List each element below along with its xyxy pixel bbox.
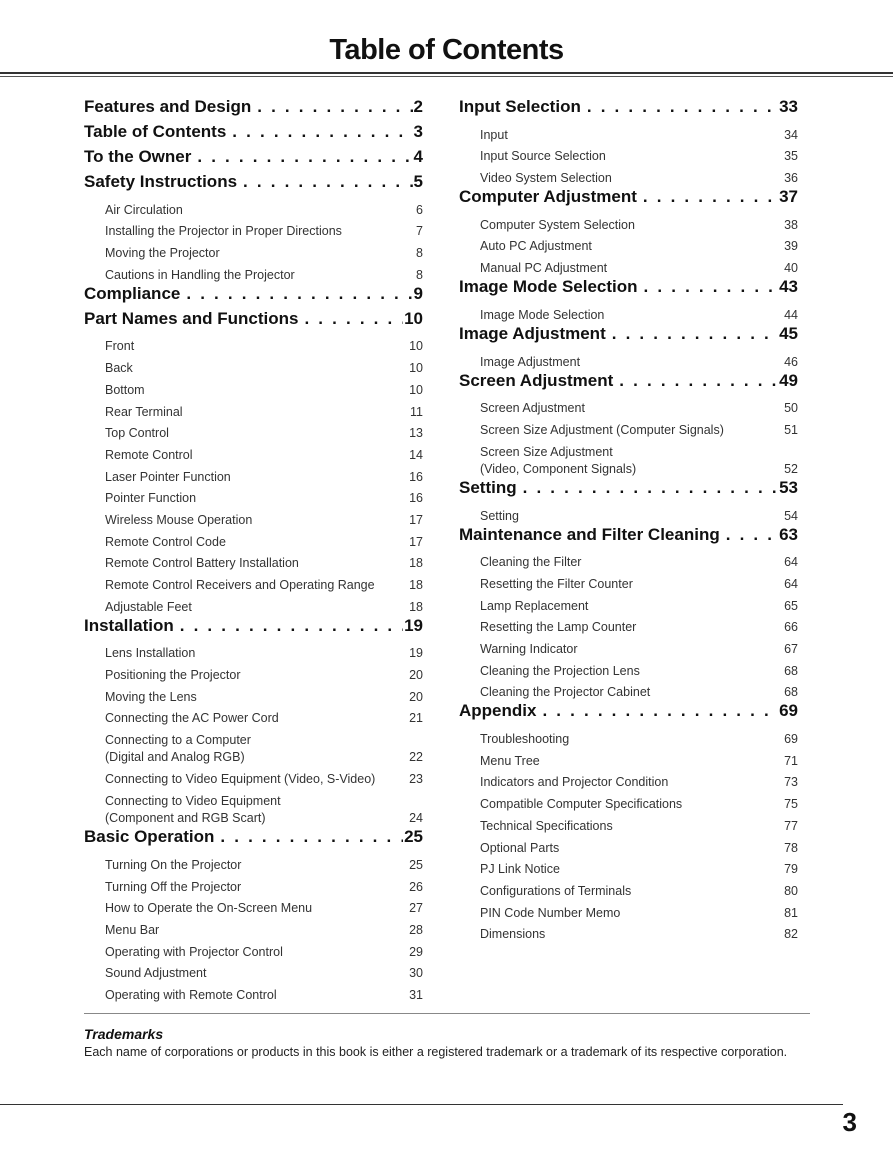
toc-item-label: Connecting to a Computer (Digital and Analog RGB) xyxy=(105,733,251,765)
toc-item[interactable] xyxy=(459,813,798,835)
toc-item-page: 36 xyxy=(784,171,798,186)
toc-section-heading[interactable] xyxy=(459,478,798,503)
toc-item[interactable] xyxy=(84,262,423,284)
toc-item-label: Adjustable Feet xyxy=(105,599,192,614)
toc-item-page: 79 xyxy=(784,862,798,877)
toc-item-page: 71 xyxy=(784,753,798,768)
toc-item-list xyxy=(459,726,798,943)
toc-section-title: Input Selection xyxy=(459,97,581,116)
toc-item[interactable] xyxy=(84,852,423,874)
toc-item-page: 39 xyxy=(784,239,798,254)
toc-column-right xyxy=(459,97,798,943)
trademarks-heading: Trademarks xyxy=(84,1026,164,1042)
toc-item-page: 24 xyxy=(409,811,423,826)
toc-item-label: Operating with Projector Control xyxy=(105,944,283,959)
toc-item-label: Screen Size Adjustment (Video, Component Signals) xyxy=(480,444,637,476)
toc-item[interactable] xyxy=(459,234,798,256)
toc-item-page: 29 xyxy=(409,944,423,959)
toc-section-page: 2 xyxy=(413,97,423,116)
toc-item-page: 10 xyxy=(409,382,423,397)
toc-item-label: Troubleshooting xyxy=(480,732,570,747)
toc-section-heading[interactable] xyxy=(84,122,423,147)
toc-item[interactable] xyxy=(459,878,798,900)
dot-leader xyxy=(612,324,778,344)
toc-item[interactable] xyxy=(84,961,423,983)
toc-item-label: Screen Size Adjustment (Computer Signals) xyxy=(480,422,724,437)
toc-item-page: 75 xyxy=(784,797,798,812)
toc-section xyxy=(459,324,798,371)
page-title: Table of Contents xyxy=(329,34,564,66)
toc-item-label: Positioning the Projector xyxy=(105,668,241,683)
toc-item-page: 25 xyxy=(409,857,423,872)
toc-section-page: 63 xyxy=(779,524,798,544)
toc-item[interactable] xyxy=(84,219,423,241)
toc-item[interactable] xyxy=(84,788,423,827)
header-rule-thin xyxy=(0,76,893,77)
toc-item-label: Front xyxy=(105,339,135,354)
toc-item-label: Input xyxy=(480,127,508,142)
toc-item[interactable] xyxy=(84,529,423,551)
toc-item[interactable] xyxy=(459,255,798,277)
toc-item-label: Technical Specifications xyxy=(480,818,613,833)
toc-item-page: 65 xyxy=(784,598,798,613)
toc-item-page: 7 xyxy=(416,224,423,239)
toc-item-label: Connecting the AC Power Cord xyxy=(105,711,279,726)
toc-item-label: Back xyxy=(105,361,133,376)
toc-item-page: 8 xyxy=(416,267,423,282)
toc-item[interactable] xyxy=(84,766,423,788)
dot-leader xyxy=(726,525,778,545)
dot-leader xyxy=(257,97,412,117)
toc-item-label: Manual PC Adjustment xyxy=(480,261,608,276)
toc-item-label: Auto PC Adjustment xyxy=(480,239,592,254)
toc-item[interactable] xyxy=(459,593,798,615)
toc-item-page: 16 xyxy=(409,469,423,484)
toc-section-heading[interactable] xyxy=(459,277,798,302)
dot-leader xyxy=(523,478,778,498)
toc-section xyxy=(84,616,423,827)
dot-leader xyxy=(243,172,412,192)
toc-item[interactable] xyxy=(459,615,798,637)
toc-item-page: 18 xyxy=(409,599,423,614)
toc-item-page: 40 xyxy=(784,261,798,276)
toc-section-page: 19 xyxy=(404,615,423,635)
toc-section xyxy=(459,371,798,478)
toc-item-list xyxy=(459,122,798,187)
toc-item-page: 11 xyxy=(410,404,423,419)
toc-item[interactable] xyxy=(84,706,423,728)
toc-item-label: Input Source Selection xyxy=(480,149,606,164)
page-number: 3 xyxy=(842,1107,857,1137)
dot-leader xyxy=(304,309,403,329)
toc-section-title: Computer Adjustment xyxy=(459,187,637,207)
toc-item-label: Laser Pointer Function xyxy=(105,469,231,484)
toc-section-heading[interactable] xyxy=(459,371,798,396)
toc-item-page: 51 xyxy=(784,422,798,437)
toc-item-page: 35 xyxy=(784,149,798,164)
toc-item-page: 69 xyxy=(784,732,798,747)
toc-section-title: Image Adjustment xyxy=(459,323,606,343)
toc-section-heading[interactable] xyxy=(459,525,798,550)
toc-item-label: PIN Code Number Memo xyxy=(480,905,621,920)
toc-section-title: Safety Instructions xyxy=(84,172,238,191)
toc-item[interactable] xyxy=(459,144,798,166)
toc-item-page: 18 xyxy=(409,556,423,571)
toc-item-page: 50 xyxy=(784,401,798,416)
toc-item-page: 52 xyxy=(784,461,798,476)
toc-item-page: 78 xyxy=(784,840,798,855)
toc-item[interactable] xyxy=(84,486,423,508)
toc-item-list xyxy=(459,550,798,702)
toc-item[interactable] xyxy=(459,165,798,187)
toc-item[interactable] xyxy=(84,197,423,219)
toc-item-label: Resetting the Filter Counter xyxy=(480,576,633,591)
toc-section-page: 9 xyxy=(413,283,423,303)
toc-item-page: 67 xyxy=(784,642,798,656)
toc-item[interactable] xyxy=(84,939,423,961)
toc-item-label: Cleaning the Projector Cabinet xyxy=(480,685,651,700)
toc-item-page: 81 xyxy=(784,905,798,920)
toc-item-label: Sound Adjustment xyxy=(105,966,207,981)
toc-item-label: Cautions in Handling the Projector xyxy=(105,267,295,282)
toc-section-title: Setting xyxy=(459,477,517,497)
toc-section xyxy=(84,122,423,147)
toc-section xyxy=(84,284,423,309)
toc-item[interactable] xyxy=(459,122,798,144)
toc-section-title: Compliance xyxy=(84,283,181,303)
toc-section xyxy=(459,525,798,702)
toc-item[interactable] xyxy=(459,791,798,813)
dot-leader xyxy=(197,147,412,167)
toc-item-label: Turning Off the Projector xyxy=(105,879,242,894)
toc-section-heading[interactable] xyxy=(84,97,423,122)
toc-item-page: 14 xyxy=(409,447,423,462)
toc-item-page: 34 xyxy=(784,127,798,142)
toc-item[interactable] xyxy=(84,572,423,594)
toc-item-label: Menu Bar xyxy=(105,922,160,937)
dot-leader xyxy=(542,701,778,721)
toc-item-label: Top Control xyxy=(105,426,169,441)
toc-section-title: Image Mode Selection xyxy=(459,277,638,297)
toc-section xyxy=(459,701,798,943)
toc-item-label: Warning Indicator xyxy=(480,642,578,656)
toc-item-label: Screen Adjustment xyxy=(480,401,585,416)
toc-section-page: 3 xyxy=(413,122,423,141)
toc-item[interactable] xyxy=(84,240,423,262)
toc-item[interactable] xyxy=(459,922,798,944)
toc-item-label: Computer System Selection xyxy=(480,217,635,232)
toc-section xyxy=(84,147,423,172)
toc-item-page: 20 xyxy=(409,668,423,683)
toc-section-title: Table of Contents xyxy=(84,122,227,141)
toc-item-page: 54 xyxy=(784,508,798,523)
toc-item-label: Wireless Mouse Operation xyxy=(105,512,253,527)
toc-item-page: 17 xyxy=(409,512,423,527)
toc-item-page: 26 xyxy=(409,879,423,894)
toc-section-page: 5 xyxy=(413,172,423,191)
toc-section-heading[interactable] xyxy=(84,309,423,334)
toc-item-label: Moving the Projector xyxy=(105,246,220,261)
toc-item[interactable] xyxy=(84,334,423,356)
toc-section-heading[interactable] xyxy=(84,827,423,852)
dot-leader xyxy=(220,827,403,847)
toc-section xyxy=(459,97,798,187)
toc-section-title: Installation xyxy=(84,615,174,635)
toc-item-page: 64 xyxy=(784,555,798,570)
toc-item-list xyxy=(84,197,423,284)
toc-section-heading[interactable] xyxy=(84,172,423,197)
toc-item[interactable] xyxy=(459,900,798,922)
toc-item-list xyxy=(84,334,423,616)
toc-section xyxy=(84,172,423,284)
toc-item-page: 23 xyxy=(409,772,423,787)
toc-item-label: Remote Control xyxy=(105,447,193,462)
toc-item-list xyxy=(459,503,798,525)
dot-leader xyxy=(186,284,412,304)
toc-section-title: Features and Design xyxy=(84,97,252,116)
dot-leader xyxy=(587,97,778,117)
toc-item[interactable] xyxy=(459,302,798,324)
toc-section-title: To the Owner xyxy=(84,147,192,166)
toc-item-label: Connecting to Video Equipment (Component and RGB Scart) xyxy=(105,794,281,826)
toc-item-list xyxy=(459,396,798,478)
trademarks-text: Each name of corporations or products in this book is either a registered trademark or a trademark of its respective corporation. xyxy=(84,1045,788,1059)
toc-item-page: 10 xyxy=(409,361,423,376)
toc-item-label: Lamp Replacement xyxy=(480,598,589,613)
toc-item-label: Operating with Remote Control xyxy=(105,987,277,1002)
toc-section-heading[interactable] xyxy=(459,324,798,349)
toc-item-label: Remote Control Code xyxy=(105,534,226,549)
toc-item-page: 68 xyxy=(784,685,798,700)
toc-item-page: 66 xyxy=(784,620,798,635)
toc-item[interactable] xyxy=(459,417,798,439)
toc-item-label: Image Adjustment xyxy=(480,354,581,369)
toc-item-list xyxy=(459,212,798,277)
toc-item-label: Connecting to Video Equipment (Video, S-Video) xyxy=(105,772,376,787)
toc-item[interactable] xyxy=(84,727,423,766)
toc-item[interactable] xyxy=(84,662,423,684)
toc-item-page: 28 xyxy=(409,922,423,937)
toc-item[interactable] xyxy=(84,594,423,616)
toc-item[interactable] xyxy=(459,550,798,572)
toc-item[interactable] xyxy=(84,917,423,939)
dot-leader xyxy=(619,371,778,391)
toc-item-page: 8 xyxy=(416,246,423,261)
trademarks-divider xyxy=(84,1013,810,1014)
toc-item-page: 13 xyxy=(409,426,423,441)
toc-item[interactable] xyxy=(84,684,423,706)
toc-item-list xyxy=(459,349,798,371)
toc-item-page: 22 xyxy=(409,750,423,765)
toc-item[interactable] xyxy=(459,680,798,702)
toc-item-label: Remote Control Receivers and Operating Range xyxy=(105,578,375,592)
dot-leader xyxy=(643,187,778,207)
toc-item-label: Air Circulation xyxy=(105,202,183,217)
toc-item-label: Remote Control Battery Installation xyxy=(105,556,299,571)
toc-item-page: 17 xyxy=(409,534,423,549)
toc-item-page: 21 xyxy=(409,711,423,726)
toc-item-page: 73 xyxy=(784,775,798,790)
toc-item-list xyxy=(459,302,798,324)
toc-section-title: Appendix xyxy=(459,701,537,721)
toc-section-page: 33 xyxy=(779,97,798,116)
toc-item[interactable] xyxy=(84,421,423,443)
toc-item-label: Configurations of Terminals xyxy=(480,883,632,898)
dot-leader xyxy=(180,616,403,636)
toc-item-page: 16 xyxy=(409,491,423,506)
toc-item-label: Dimensions xyxy=(480,927,546,942)
toc-section-page: 53 xyxy=(779,477,798,497)
toc-item[interactable] xyxy=(84,442,423,464)
toc-section-title: Part Names and Functions xyxy=(84,308,299,328)
toc-item[interactable] xyxy=(459,439,798,478)
toc-section-page: 37 xyxy=(779,187,798,207)
toc-item-label: Installing the Projector in Proper Directions xyxy=(105,224,342,239)
toc-item-label: Image Mode Selection xyxy=(480,307,605,322)
toc-section-page: 49 xyxy=(779,370,798,390)
toc-item-label: Optional Parts xyxy=(480,840,560,855)
toc-item[interactable] xyxy=(84,982,423,1004)
toc-item-label: Cleaning the Projection Lens xyxy=(480,663,640,678)
toc-item[interactable] xyxy=(84,377,423,399)
toc-item-page: 19 xyxy=(409,646,423,661)
dot-leader xyxy=(644,277,779,297)
toc-section xyxy=(84,97,423,122)
toc-section-page: 69 xyxy=(779,701,798,721)
toc-item-label: Menu Tree xyxy=(480,753,540,768)
toc-item[interactable] xyxy=(459,835,798,857)
toc-item-page: 6 xyxy=(416,202,423,217)
toc-section-page: 43 xyxy=(779,277,798,297)
toc-item[interactable] xyxy=(84,464,423,486)
dot-leader xyxy=(232,122,412,142)
toc-item-label: PJ Link Notice xyxy=(480,862,560,877)
toc-item[interactable] xyxy=(459,658,798,680)
toc-item-label: Bottom xyxy=(105,382,145,397)
toc-item[interactable] xyxy=(84,507,423,529)
toc-item[interactable] xyxy=(84,896,423,918)
toc-item-label: How to Operate the On-Screen Menu xyxy=(105,901,313,916)
toc-section-page: 45 xyxy=(779,323,798,343)
toc-section-page: 4 xyxy=(413,147,423,166)
toc-item-label: Rear Terminal xyxy=(105,404,183,419)
toc-item-page: 18 xyxy=(409,578,423,592)
toc-item[interactable] xyxy=(459,857,798,879)
toc-item-label: Setting xyxy=(480,508,519,523)
toc-item-page: 30 xyxy=(409,966,423,981)
toc-item-label: Turning On the Projector xyxy=(105,857,242,872)
toc-item[interactable] xyxy=(459,396,798,418)
toc-item[interactable] xyxy=(459,770,798,792)
toc-item[interactable] xyxy=(459,726,798,748)
toc-item[interactable] xyxy=(84,399,423,421)
toc-item-page: 20 xyxy=(409,689,423,704)
toc-item-page: 10 xyxy=(409,339,423,354)
toc-item[interactable] xyxy=(459,571,798,593)
toc-item-label: Resetting the Lamp Counter xyxy=(480,620,637,635)
toc-item[interactable] xyxy=(459,636,798,658)
toc-item[interactable] xyxy=(84,641,423,663)
toc-item[interactable] xyxy=(84,355,423,377)
toc-section-page: 25 xyxy=(404,827,423,847)
toc-item-page: 31 xyxy=(409,987,423,1002)
toc-section-heading[interactable] xyxy=(459,701,798,726)
toc-item-label: Indicators and Projector Condition xyxy=(480,775,669,790)
toc-section-heading[interactable] xyxy=(84,616,423,641)
toc-item[interactable] xyxy=(459,212,798,234)
toc-item-page: 80 xyxy=(784,883,798,898)
toc-section-title: Screen Adjustment xyxy=(459,370,614,390)
toc-section xyxy=(84,827,423,1004)
toc-item-page: 46 xyxy=(784,354,798,369)
toc-section-heading[interactable] xyxy=(459,187,798,212)
toc-item-page: 82 xyxy=(784,927,798,942)
toc-item-label: Lens Installation xyxy=(105,646,196,661)
toc-column-left xyxy=(84,97,423,1004)
toc-section-heading[interactable] xyxy=(459,97,798,122)
toc-item-list xyxy=(84,641,423,827)
toc-item[interactable] xyxy=(84,551,423,573)
toc-section-title: Basic Operation xyxy=(84,827,215,847)
toc-item-page: 77 xyxy=(784,818,798,833)
toc-item-label: Cleaning the Filter xyxy=(480,555,582,570)
toc-item[interactable] xyxy=(459,349,798,371)
toc-item-label: Moving the Lens xyxy=(105,689,197,704)
toc-item[interactable] xyxy=(459,503,798,525)
toc-item-page: 27 xyxy=(409,901,423,916)
toc-item-label: Compatible Computer Specifications xyxy=(480,797,683,812)
footer-rule xyxy=(0,1104,843,1105)
toc-section xyxy=(459,187,798,277)
toc-section xyxy=(84,309,423,616)
toc-section-heading[interactable] xyxy=(84,147,423,172)
header-rule xyxy=(0,72,893,74)
toc-section-heading[interactable] xyxy=(84,284,423,309)
toc-section xyxy=(459,277,798,324)
toc-item-page: 44 xyxy=(784,307,798,322)
toc-section-page: 10 xyxy=(404,308,423,328)
toc-item-page: 68 xyxy=(784,663,798,678)
toc-item[interactable] xyxy=(459,748,798,770)
toc-item-page: 64 xyxy=(784,576,798,591)
toc-item[interactable] xyxy=(84,874,423,896)
toc-item-label: Video System Selection xyxy=(480,171,612,186)
toc-item-list xyxy=(84,852,423,1004)
toc-item-page: 38 xyxy=(784,217,798,232)
toc-item-label: Pointer Function xyxy=(105,491,197,506)
toc-section xyxy=(459,478,798,525)
toc-section-title: Maintenance and Filter Cleaning xyxy=(459,524,720,544)
